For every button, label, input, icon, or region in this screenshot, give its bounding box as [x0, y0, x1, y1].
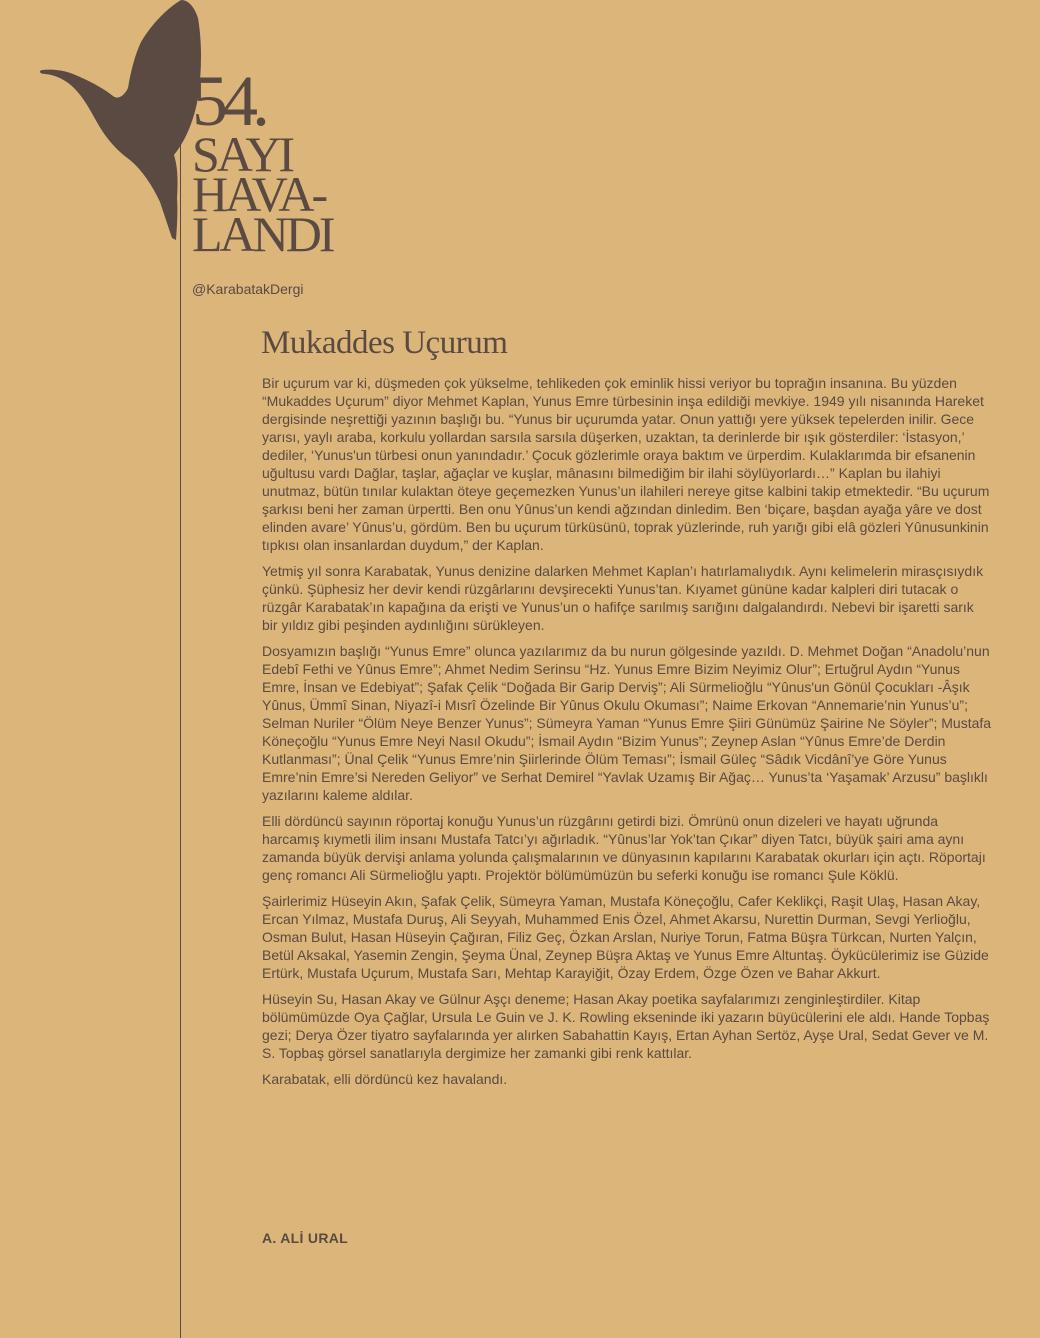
- cormorant-bird-icon: [18, 0, 203, 240]
- paragraph-6: Hüseyin Su, Hasan Akay ve Gülnur Aşçı deneme; Hasan Akay poetika sayfalarımızı zenginleştirdiler. Kitap bölümümüzde Oya Çağlar, Ursula Le Guin ve J. K. Rowling ekseninde iki yazarın büyücülerini ele aldı. Hande Topbaş gezi; Derya Özer tiyatro sayfalarında yer alırken Sabahattin Kayış, Ertan Ayhan Sertöz, Ayşe Ural, Sedat Gever ve M. S. Topbaş görsel sanatlarıyla dergimize her zamanki gibi renk kattılar.: [262, 991, 990, 1061]
- masthead: [192, 61, 333, 262]
- masthead-line-2: HAVA-: [192, 166, 326, 222]
- social-handle: @KarabatakDergi: [192, 281, 304, 297]
- issue-number: 54.: [192, 61, 264, 141]
- paragraph-4: Elli dördüncü sayının röportaj konuğu Yunus’un rüzgârını getirdi bizi. Ömrünü onun dizeleri ve hayatı uğrunda harcamış kıymetli ilim insanı Mustafa Tatcı’yı ağırladık. “Yûnus’lar Yok’tan Çıkar” diyen Tatcı, büyük şairi ama aynı zamanda büyük dervişi anlama yolunda çalışmalarının ve dünyasının kapılarını Karabatak okurları için açtı. Röportajı genç romancı Ali Sürmelioğlu yaptı. Projektör bölümümüzün bu seferki konuğu ise romancı Şule Köklü.: [262, 813, 986, 883]
- paragraph-3: Dosyamızın başlığı “Yunus Emre” olunca yazılarımız da bu nurun gölgesinde yazıldı. D. Mehmet Doğan “Anadolu’nun Edebî Fethi ve Yûnus Emre”; Ahmet Nedim Serinsu “Hz. Yunus Emre Bizim Neyimiz Olur”; Ertuğrul Aydın “Yunus Emre, İnsan ve Edebiyat”; Şafak Çelik “Doğada Bir Garip Derviş”; Ali Sürmelioğlu “Yûnus'un Gönül Çocukları -Âşık Yûnus, Ümmî Sinan, Niyazî-i Mısrî Özelinde Bir Yûnus Okulu Okuması”; Naime Erkovan “Annemarie’nin Yunus’u”; Selman Nuriler “Ölüm Neye Benzer Yunus”; Sümeyra Yaman “Yunus Emre Şiiri Günümüz Şairine Ne Söyler”; Mustafa Köneçoğlu “Yunus Emre Neyi Nasıl Okudu”; İsmail Aydın “Bizim Yunus”; Zeynep Aslan “Yûnus Emre’de Derdin Kutlanması”; Ünal Çelik “Yunus Emre’nin Şiirlerinde Ölüm Teması”; İsmail Güleç “Sâdık Vicdânî’ye Göre Yunus Emre’nin Emre’si Nereden Geliyor” ve Serhat Demirel “Yavlak Uzamış Bir Ağaç… Yunus’ta ‘Yaşamak’ Arzusu” başlıklı yazılarını kaleme aldılar.: [262, 643, 992, 803]
- masthead-line-1: SAYI: [192, 126, 293, 182]
- article-body: [262, 374, 992, 1096]
- paragraph-7: Karabatak, elli dördüncü kez havalandı.: [262, 1071, 508, 1087]
- paragraph-2: Yetmiş yıl sonra Karabatak, Yunus denizine dalarken Mehmet Kaplan’ı hatırlamalıydık. Aynı kelimelerin mirasçısıydık çünkü. Şüphesiz her devir kendi rüzgârlarını devşirecekti Yunus’tan. Kıyamet gününe kadar kalpleri diri tutacak o rüzgâr Karabatak’ın kapağına da erişti ve Yunus’un o hafifçe sarılmış sarığını dalgalandırdı. Nebevi bir işaretti sarık bir yıldız gibi peşinden aydınlığını sürükleyen.: [262, 563, 984, 633]
- paragraph-5: Şairlerimiz Hüseyin Akın, Şafak Çelik, Sümeyra Yaman, Mustafa Köneçoğlu, Cafer Keklikçi, Raşit Ulaş, Hasan Akay, Ercan Yılmaz, Mustafa Duruş, Ali Seyyah, Muhammed Enis Özel, Ahmet Akarsu, Nurettin Durman, Sevgi Yerlioğlu, Osman Bulut, Hasan Hüseyin Çağıran, Filiz Geç, Özkan Arslan, Nuriye Torun, Fatma Büşra Türkcan, Nurten Yalçın, Betül Aksakal, Yasemin Zengin, Şeyma Ünal, Zeynep Büşra Aktaş ve Yunus Emre Altuntaş. Öykücülerimiz ise Güzide Ertürk, Mustafa Uçurum, Mustafa Sarı, Mehtap Karayiğit, Özay Erdem, Özge Özen ve Bahar Akkurt.: [262, 893, 989, 981]
- vertical-divider: [180, 62, 181, 1338]
- masthead-line-3: LANDI: [192, 206, 333, 262]
- author-signature: A. ALİ URAL: [262, 1230, 348, 1246]
- paragraph-1: Bir uçurum var ki, düşmeden çok yükselme, tehlikeden çok eminlik hissi veriyor bu toprağın insanına. Bu yüzden “Mukaddes Uçurum” diyor Mehmet Kaplan, Yunus Emre türbesinin inşa edildiği mevkiye. 1949 yılı nisanında Hareket dergisinde neşrettiği yazının başlığı bu. “Yunus bir uçurumda yatar. Onun yattığı yere yüksek tepelerden inilir. Gece yarısı, yaylı araba, korkulu yollardan sarsıla sarsıla düşerken, uzaktan, ta derinlerde bir ışık gösterdiler: ‘İstasyon,’ dediler, ‘Yunus'un türbesi onun yanındadır.’ Çocuk gözlerimle oraya baktım ve ürperdim. Kulaklarımda bir efsanenin uğultusu vardı Dağlar, taşlar, ağaçlar ve kuşlar, mânasını bilmediğim bir ilahi söylüyorlardı…” Kaplan bu ilahiyi unutmaz, bütün tınılar kulaktan öteye geçemezken Yunus’un ilahileri nereye gitse kalbini takip etmektedir. “Bu uçurum şarkısı beni her zaman ürpertti. Ben onu Yûnus’un kendi ağzından dinledim. Ben ‘biçare, başdan ayağa yâre ve dost elinden avare’ Yûnus’u, gördüm. Ben bu uçurum türküsünü, toprak yüzlerinde, ruh yarığı gibi elâ gözleri Yûnusunkinin tıpkısı olan insanlardan duydum,” der Kaplan.: [262, 375, 990, 553]
- article-title: Mukaddes Uçurum: [261, 325, 508, 361]
